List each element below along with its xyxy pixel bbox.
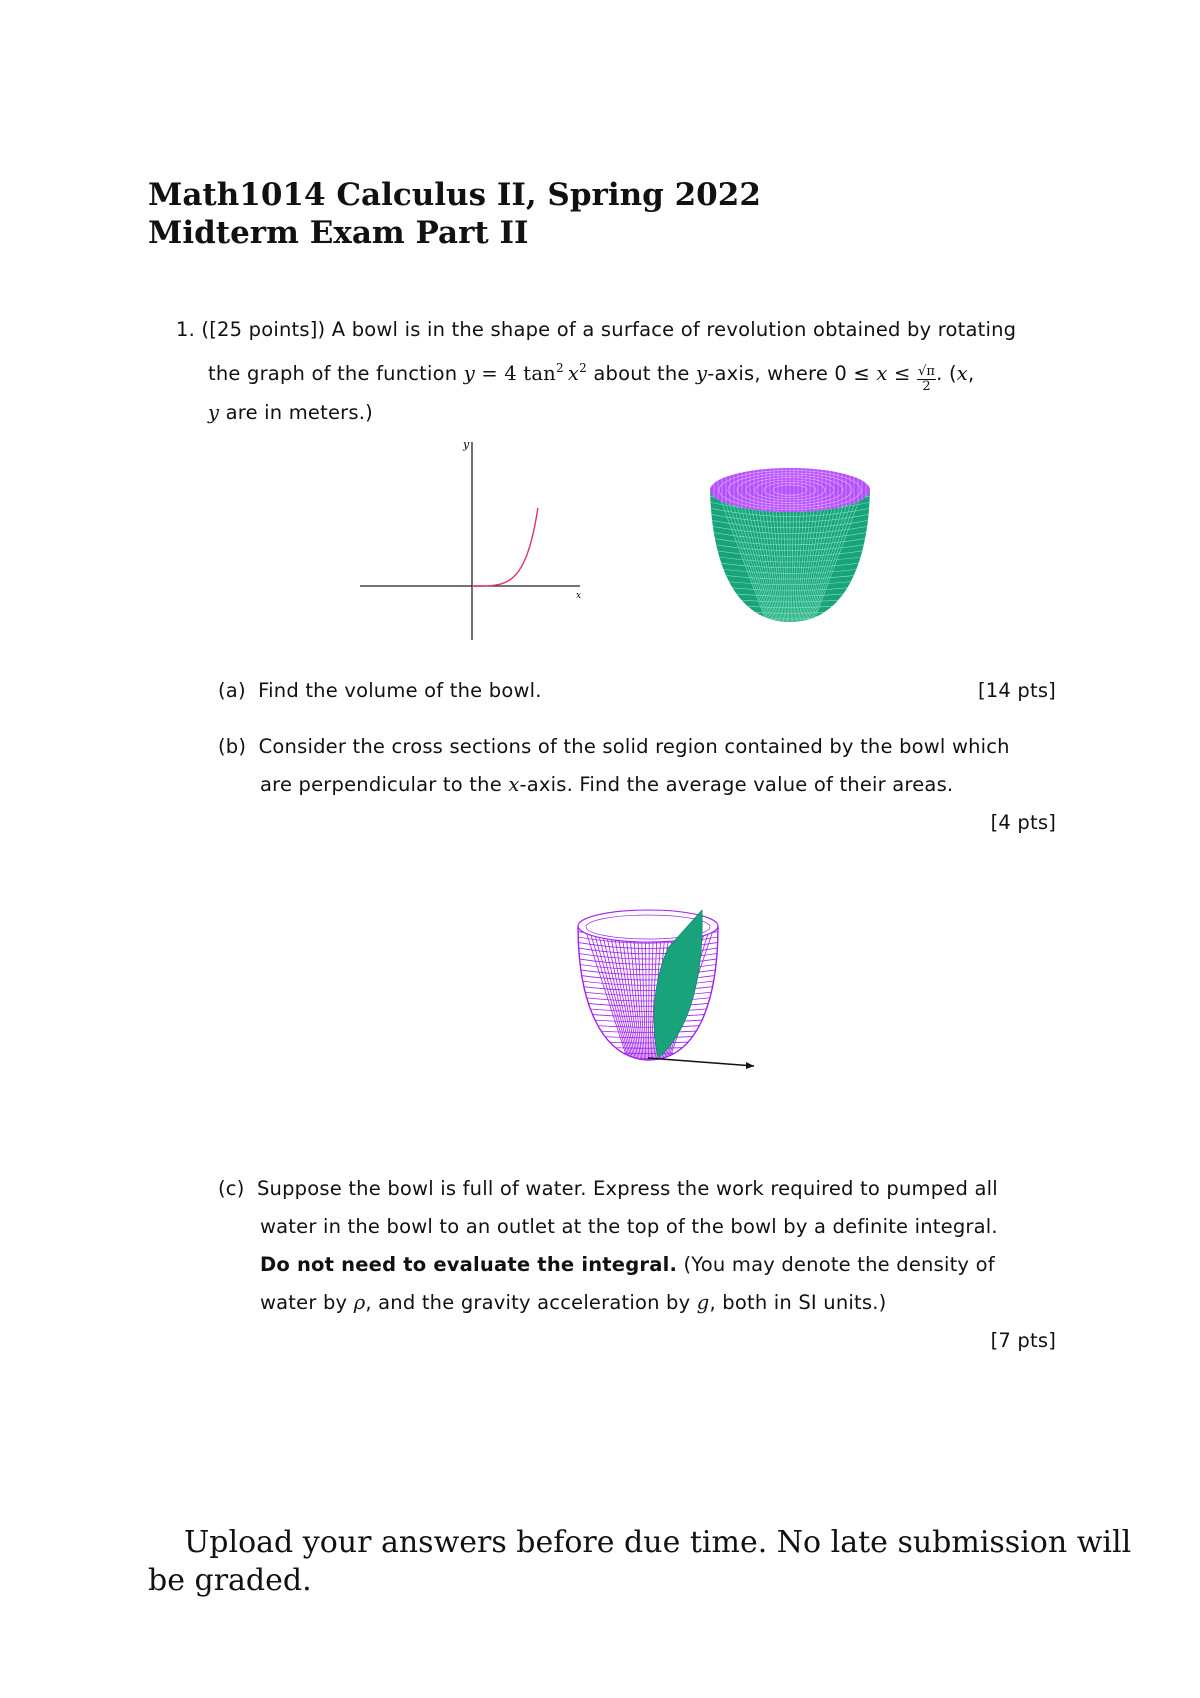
part-c-bold: Do not need to evaluate the integral. [260, 1253, 678, 1276]
problem-intro: A bowl is in the shape of a surface of revolution obtained by rotating [331, 318, 1017, 341]
y-axis-var: y [696, 362, 708, 385]
comma: , [967, 362, 975, 385]
problem-points: ([25 points]) [201, 318, 326, 341]
part-a-text: Find the volume of the bowl. [258, 679, 542, 702]
part-b-text-2a: are perpendicular to the [260, 773, 502, 796]
part-c-line-4 [218, 1284, 1056, 1322]
part-a-points: [14 pts] [977, 679, 1056, 702]
footer-line-2: be graded. [148, 1563, 312, 1598]
paren-x: x [956, 362, 968, 385]
bowl-mesh-surface [570, 910, 726, 1062]
part-c-line-2: water in the bowl to an outlet at the top of the bowl by a definite integral. [260, 1215, 998, 1238]
intro-b: the graph of the function [208, 362, 458, 385]
g: g [696, 1291, 710, 1314]
line3-rest: are in meters.) [225, 401, 373, 424]
leq: ≤ [893, 362, 911, 385]
part-c-text-4c: , both in SI units.) [709, 1291, 887, 1314]
part-b [218, 728, 1056, 842]
part-c-text-4b: , and the gravity acceleration by [365, 1291, 691, 1314]
page-title [148, 176, 761, 252]
line3-y: y [208, 401, 220, 424]
part-b-line-2 [218, 766, 1056, 804]
part-c-text-1: Suppose the bowl is full of water. Express the work required to pumped all [256, 1177, 998, 1200]
part-c-points: [7 pts] [990, 1329, 1056, 1352]
y-axis-label: y [463, 438, 470, 451]
x-axis-arrowhead [746, 1062, 754, 1069]
paren-open: . ( [936, 362, 957, 385]
about: about the [593, 362, 690, 385]
part-b-x: x [508, 773, 520, 796]
part-b-points: [4 pts] [990, 811, 1056, 834]
part-a [218, 672, 1056, 710]
problem-1-line-1 [176, 311, 1056, 349]
x-axis-label: x [576, 591, 582, 601]
part-b-line-1 [218, 728, 1056, 766]
eq-x: x [567, 362, 580, 385]
part-c-text-4a: water by [260, 1291, 348, 1314]
title-exam: Midterm Exam Part II [148, 215, 529, 251]
x-axis-arrow [648, 1058, 754, 1066]
eq-y: y [463, 362, 475, 385]
part-a-label: (a) [218, 679, 246, 702]
function-graph [355, 430, 595, 645]
part-c-line-3 [218, 1246, 1056, 1284]
part-c-line-1 [218, 1170, 1056, 1208]
function-curve [472, 508, 538, 586]
part-c-text-3b: (You may denote the density of [683, 1253, 995, 1276]
footer-note [148, 1524, 1132, 1600]
frac-den: 2 [922, 379, 931, 394]
eq-sq2: 2 [579, 361, 587, 375]
bowl-inner-rim [710, 468, 870, 512]
bowl-cross-section-figure [570, 900, 760, 1075]
part-b-text-2b: -axis. Find the average value of their areas. [519, 773, 954, 796]
problem-number: 1. [176, 318, 196, 341]
frac-num: √π [917, 364, 936, 379]
problem-1-statement [176, 311, 1056, 432]
cross-section-slice [654, 910, 702, 1058]
part-c [218, 1170, 1056, 1360]
footer-line-1: Upload your answers before due time. No late submission will [184, 1525, 1132, 1560]
eq-sq: 2 [555, 361, 564, 375]
problem-1-line-3 [176, 394, 1056, 432]
part-c-label: (c) [218, 1177, 245, 1200]
eq-tan: = 4 tan [474, 362, 556, 385]
fraction-sqrt-pi-over-2 [917, 365, 936, 394]
x-var: x [876, 362, 888, 385]
bowl-surface-figure [700, 452, 880, 632]
title-course: Math1014 Calculus II, Spring 2022 [148, 177, 761, 213]
part-b-label: (b) [218, 735, 247, 758]
problem-1-line-2 [176, 349, 1056, 394]
part-b-text-1: Consider the cross sections of the solid region contained by the bowl which [258, 735, 1010, 758]
axis-word: -axis, where 0 ≤ [707, 362, 870, 385]
rho: ρ [353, 1291, 366, 1314]
